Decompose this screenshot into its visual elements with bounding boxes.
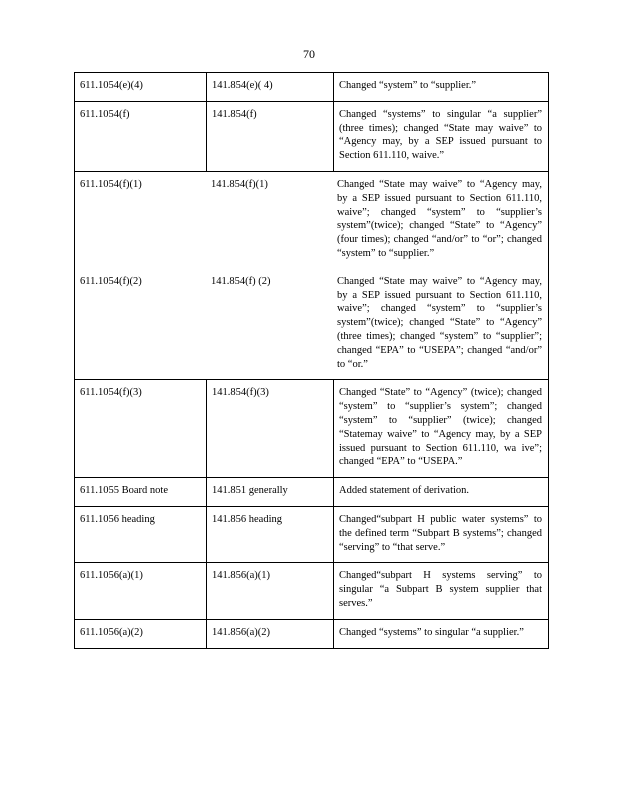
section-cell: 611.1054(f)(2)	[80, 275, 142, 287]
source-cell: 141.856(a)(1)	[207, 563, 334, 619]
section-cell: 611.1056(a)(1)	[75, 563, 207, 619]
table-row	[75, 380, 549, 478]
table-row	[75, 563, 549, 619]
page-number: 70	[303, 47, 315, 61]
table-row	[75, 506, 549, 562]
table-row	[75, 619, 549, 648]
table-row	[75, 73, 549, 102]
change-cell: Changed “State” to “Agency” (twice); changed “system” to “supplier’s system”; changed “system” to “supplier” (twice); changed “Statemay waive” to “Agency may, by a SEP issued pursuant to Section 611.110, wa ive”; changed “EPA” to “USEPA.”	[334, 380, 549, 478]
section-cell: 611.1054(e)(4)	[75, 73, 207, 102]
source-cell: 141.851 generally	[207, 478, 334, 507]
change-cell: Changed “State may waive” to “Agency may, by a SEP issued pursuant to Section 611.110, waive”; changed “system” to “supplier’s system”(twice); changed “State” to “Agency” (three times); changed “system” to “supplier”; changed “EPA” to “USEPA”; changed “and/or” to “or.”	[337, 275, 542, 370]
change-cell: Added statement of derivation.	[334, 478, 549, 507]
section-cell: 611.1056(a)(2)	[75, 619, 207, 648]
change-cell: Changed “State may waive” to “Agency may, by a SEP issued pursuant to Section 611.110, waive”; changed “system” to “supplier’s system”(twice); changed “State” to “Agency” (four times); changed “and/or” to “or”; changed “system” to “supplier.”	[337, 178, 542, 259]
change-cell: Changed “systems” to singular “a supplier.”	[334, 619, 549, 648]
change-cell: Changed“subpart H public water systems” to the defined term “Subpart B systems”; changed “serving” to “that serve.”	[334, 506, 549, 562]
source-cell: 141.854(f)	[207, 101, 334, 171]
source-cell: 141.854(f) (2)	[211, 275, 271, 287]
section-cell: 611.1055 Board note	[75, 478, 207, 507]
change-cell: Changed “system” to “supplier.”	[334, 73, 549, 102]
source-cell: 141.854(f)(1)	[211, 178, 268, 190]
section-cell: 611.1054(f)(1)	[80, 178, 142, 190]
change-cell: Changed“subpart H systems serving” to singular “a Subpart B system supplier that serves.”	[334, 563, 549, 619]
derivation-table	[74, 72, 549, 649]
table-row	[75, 478, 549, 507]
sub-row	[80, 178, 542, 261]
source-cell: 141.856(a)(2)	[207, 619, 334, 648]
change-cell: Changed “systems” to singular “a supplier” (three times); changed “State may waive” to “Agency may, by a SEP issued pursuant to Section 611.110, waive.”	[334, 101, 549, 171]
source-cell: 141.856 heading	[207, 506, 334, 562]
table-row	[75, 101, 549, 171]
source-cell: 141.854(f)(3)	[207, 380, 334, 478]
section-cell: 611.1054(f)	[75, 101, 207, 171]
section-cell: 611.1054(f)(3)	[75, 380, 207, 478]
table-row	[75, 171, 549, 379]
section-cell: 611.1056 heading	[75, 506, 207, 562]
source-cell: 141.854(e)( 4)	[207, 73, 334, 102]
merged-cell	[75, 171, 549, 379]
sub-row	[80, 275, 542, 372]
